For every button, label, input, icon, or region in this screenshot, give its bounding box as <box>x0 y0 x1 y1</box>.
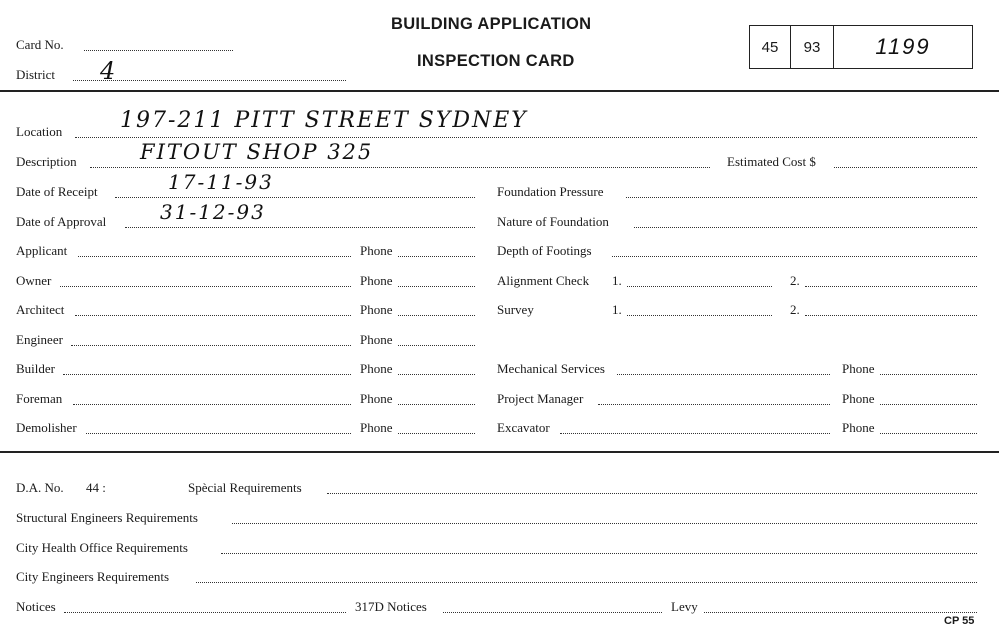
date-receipt-label: Date of Receipt <box>16 184 98 199</box>
da-no-value: 44 : <box>86 480 106 495</box>
engineer-phone-field[interactable] <box>398 345 475 346</box>
excavator-phone-label: Phone <box>842 420 875 435</box>
section-divider <box>0 451 999 453</box>
special-requirements-field[interactable] <box>327 493 977 494</box>
city-engineers-requirements-label: City Engineers Requirements <box>16 569 170 584</box>
date-approval-value: 31-12-93 <box>160 200 266 224</box>
foundation-pressure-field[interactable] <box>626 197 977 198</box>
nature-foundation-label: Nature of Foundation <box>497 214 609 229</box>
da-no-label: D.A. No. <box>16 480 64 495</box>
project-manager-phone-field[interactable] <box>880 404 977 405</box>
levy-field[interactable] <box>704 612 977 613</box>
owner-label: Owner <box>16 273 52 288</box>
date-approval-field[interactable] <box>125 227 475 228</box>
district-value: 4 <box>100 57 118 85</box>
architect-field[interactable] <box>75 315 351 316</box>
survey-field-2[interactable] <box>805 315 977 316</box>
survey-label: Survey <box>497 302 534 317</box>
structural-requirements-field[interactable] <box>232 523 977 524</box>
demolisher-field[interactable] <box>86 433 351 434</box>
builder-phone-label: Phone <box>360 361 393 376</box>
engineer-phone-label: Phone <box>360 332 393 347</box>
foreman-phone-field[interactable] <box>398 404 475 405</box>
excavator-phone-field[interactable] <box>880 433 977 434</box>
architect-phone-label: Phone <box>360 302 393 317</box>
box-cell-45: 45 <box>761 38 779 56</box>
notices-317d-field[interactable] <box>443 612 662 613</box>
mechanical-phone-field[interactable] <box>880 374 977 375</box>
card-no-label: Card No. <box>16 37 64 52</box>
city-engineers-requirements-field[interactable] <box>196 582 977 583</box>
architect-label: Architect <box>16 302 65 317</box>
health-requirements-label: City Health Office Requirements <box>16 540 188 555</box>
title-building-application: BUILDING APPLICATION <box>391 15 592 33</box>
applicant-phone-label: Phone <box>360 243 393 258</box>
box-cell-93: 93 <box>803 38 821 56</box>
alignment-num-1: 1. <box>612 273 622 288</box>
header-divider <box>0 90 999 92</box>
project-manager-label: Project Manager <box>497 391 584 406</box>
location-value: 197-211 PITT STREET SYDNEY <box>120 108 528 133</box>
survey-num-2: 2. <box>790 302 800 317</box>
demolisher-phone-label: Phone <box>360 420 393 435</box>
alignment-check-label: Alignment Check <box>497 273 590 288</box>
applicant-label: Applicant <box>16 243 68 258</box>
date-receipt-field[interactable] <box>115 197 475 198</box>
description-label: Description <box>16 154 77 169</box>
card-number-box <box>749 25 973 69</box>
description-field[interactable] <box>90 167 710 168</box>
notices-317d-label: 317D Notices <box>355 599 427 614</box>
survey-field-1[interactable] <box>627 315 772 316</box>
depth-footings-field[interactable] <box>612 256 977 257</box>
health-requirements-field[interactable] <box>221 553 977 554</box>
notices-label: Notices <box>16 599 56 614</box>
survey-num-1: 1. <box>612 302 622 317</box>
title-inspection-card: INSPECTION CARD <box>417 52 575 70</box>
excavator-label: Excavator <box>497 420 550 435</box>
special-requirements-label: Spècial Requirements <box>188 480 302 495</box>
card-no-field[interactable] <box>84 50 233 51</box>
builder-label: Builder <box>16 361 55 376</box>
builder-phone-field[interactable] <box>398 374 475 375</box>
mechanical-services-label: Mechanical Services <box>497 361 605 376</box>
form-code: CP 55 <box>944 615 975 627</box>
district-label: District <box>16 67 55 82</box>
owner-field[interactable] <box>60 286 351 287</box>
mechanical-services-field[interactable] <box>617 374 830 375</box>
foundation-pressure-label: Foundation Pressure <box>497 184 604 199</box>
date-receipt-value: 17-11-93 <box>168 170 274 194</box>
applicant-phone-field[interactable] <box>398 256 475 257</box>
alignment-field-2[interactable] <box>805 286 977 287</box>
engineer-field[interactable] <box>71 345 351 346</box>
levy-label: Levy <box>671 599 698 614</box>
foreman-field[interactable] <box>73 404 351 405</box>
builder-field[interactable] <box>63 374 351 375</box>
owner-phone-label: Phone <box>360 273 393 288</box>
depth-footings-label: Depth of Footings <box>497 243 592 258</box>
project-manager-field[interactable] <box>598 404 830 405</box>
excavator-field[interactable] <box>560 433 830 434</box>
architect-phone-field[interactable] <box>398 315 475 316</box>
foreman-phone-label: Phone <box>360 391 393 406</box>
mechanical-phone-label: Phone <box>842 361 875 376</box>
owner-phone-field[interactable] <box>398 286 475 287</box>
location-field[interactable] <box>75 137 977 138</box>
nature-foundation-field[interactable] <box>634 227 977 228</box>
structural-requirements-label: Structural Engineers Requirements <box>16 510 198 525</box>
description-value: FITOUT SHOP 325 <box>140 140 374 164</box>
project-manager-phone-label: Phone <box>842 391 875 406</box>
date-approval-label: Date of Approval <box>16 214 107 229</box>
engineer-label: Engineer <box>16 332 63 347</box>
location-label: Location <box>16 124 63 139</box>
applicant-field[interactable] <box>78 256 351 257</box>
demolisher-label: Demolisher <box>16 420 77 435</box>
notices-field[interactable] <box>64 612 346 613</box>
foreman-label: Foreman <box>16 391 63 406</box>
demolisher-phone-field[interactable] <box>398 433 475 434</box>
alignment-num-2: 2. <box>790 273 800 288</box>
estimated-cost-label: Estimated Cost $ <box>727 154 816 169</box>
estimated-cost-field[interactable] <box>834 167 977 168</box>
box-cell-handwritten: 1199 <box>875 34 931 59</box>
alignment-field-1[interactable] <box>627 286 772 287</box>
